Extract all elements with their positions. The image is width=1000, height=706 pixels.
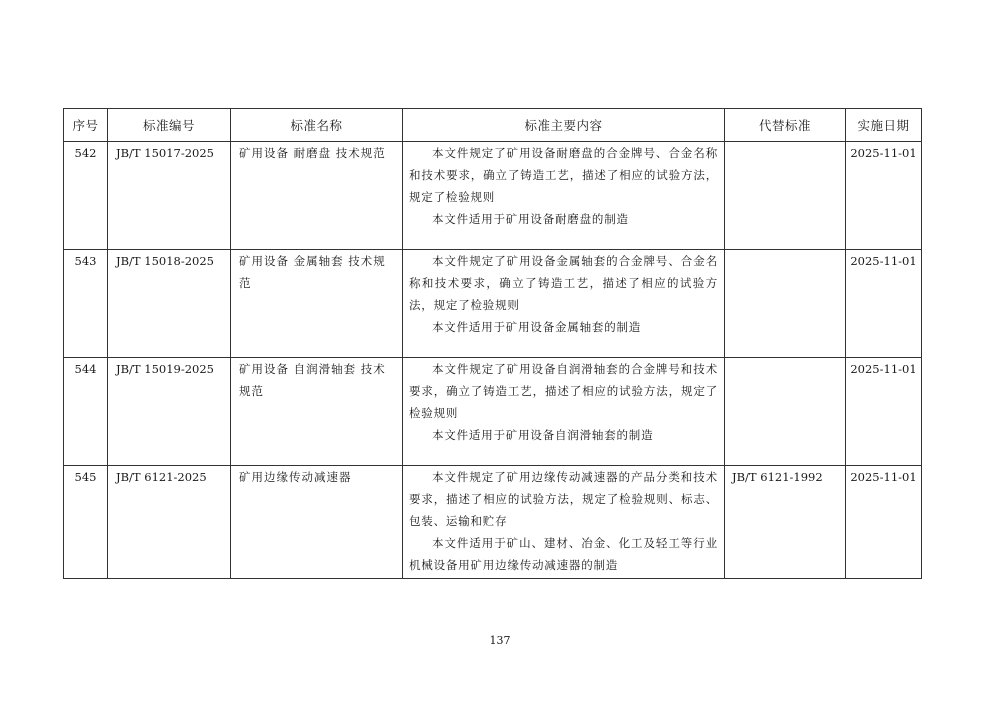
- header-number: 标准编号: [108, 109, 231, 142]
- row-seq: 542: [64, 142, 108, 250]
- row-standard-number: JB/T 6121-2025: [108, 466, 231, 579]
- row-date: 2025-11-01: [846, 466, 922, 579]
- table-row: [64, 142, 922, 250]
- content-paragraph: 本文件适用于矿用设备耐磨盘的制造: [432, 212, 629, 226]
- header-replaces: 代替标准: [725, 109, 846, 142]
- table-header-row: [64, 109, 922, 142]
- row-date: 2025-11-01: [846, 358, 922, 466]
- row-date: 2025-11-01: [846, 250, 922, 358]
- table-row: [64, 358, 922, 466]
- header-content: 标准主要内容: [403, 109, 725, 142]
- row-standard-number: JB/T 15019-2025: [108, 358, 231, 466]
- row-standard-name: 矿用设备 耐磨盘 技术规范: [231, 142, 403, 250]
- content-paragraph: 本文件适用于矿山、建材、冶金、化工及轻工等行业机械设备用矿用边缘传动减速器的制造: [409, 536, 718, 572]
- row-content: [403, 142, 725, 250]
- content-paragraph: 本文件规定了矿用设备自润滑轴套的合金牌号和技术要求，确立了铸造工艺，描述了相应的试验方法，规定了检验规则: [409, 362, 718, 420]
- content-paragraph: 本文件适用于矿用设备金属轴套的制造: [432, 320, 642, 334]
- header-name: 标准名称: [231, 109, 403, 142]
- content-paragraph: 本文件规定了矿用边缘传动减速器的产品分类和技术要求，描述了相应的试验方法，规定了检验规则、标志、包装、运输和贮存: [409, 470, 718, 528]
- row-content: [403, 250, 725, 358]
- row-replaces: [725, 250, 846, 358]
- row-standard-number: JB/T 15017-2025: [108, 142, 231, 250]
- row-standard-name: 矿用边缘传动减速器: [231, 466, 403, 579]
- row-standard-name: 矿用设备 自润滑轴套 技术规范: [231, 358, 403, 466]
- row-content: [403, 466, 725, 579]
- row-replaces: [725, 142, 846, 250]
- content-paragraph: 本文件规定了矿用设备金属轴套的合金牌号、合金名称和技术要求，确立了铸造工艺，描述了相应的试验方法，规定了检验规则: [409, 254, 718, 312]
- table-row: [64, 466, 922, 579]
- page-number: 137: [489, 634, 511, 647]
- row-replaces: [725, 358, 846, 466]
- row-seq: 544: [64, 358, 108, 466]
- row-standard-number: JB/T 15018-2025: [108, 250, 231, 358]
- row-replaces: JB/T 6121-1992: [725, 466, 846, 579]
- header-seq: 序号: [64, 109, 108, 142]
- row-seq: 543: [64, 250, 108, 358]
- row-seq: 545: [64, 466, 108, 579]
- row-content: [403, 358, 725, 466]
- content-paragraph: 本文件适用于矿用设备自润滑轴套的制造: [432, 428, 654, 442]
- row-date: 2025-11-01: [846, 142, 922, 250]
- standards-table: [63, 108, 922, 579]
- content-paragraph: 本文件规定了矿用设备耐磨盘的合金牌号、合金名称和技术要求，确立了铸造工艺，描述了相应的试验方法，规定了检验规则: [409, 146, 718, 204]
- table-row: [64, 250, 922, 358]
- header-date: 实施日期: [846, 109, 922, 142]
- row-standard-name: 矿用设备 金属轴套 技术规范: [231, 250, 403, 358]
